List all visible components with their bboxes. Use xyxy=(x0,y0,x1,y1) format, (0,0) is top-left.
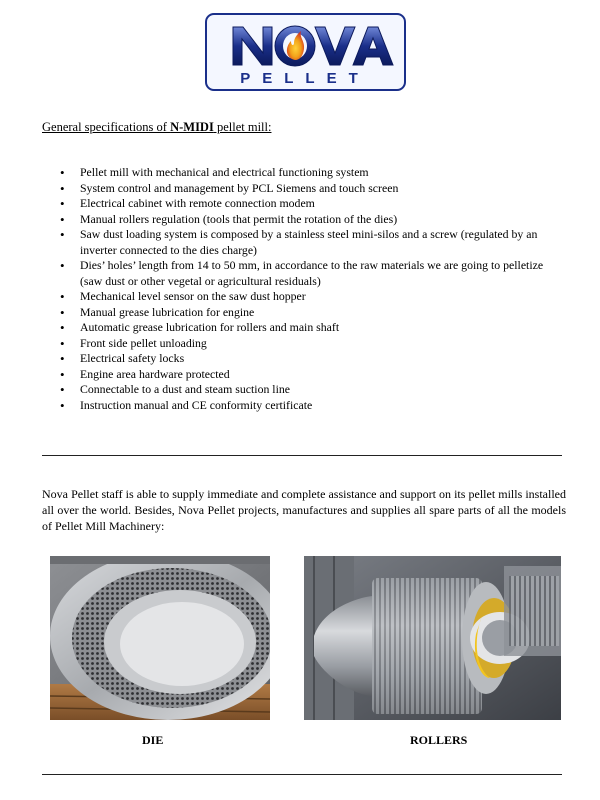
rollers-photo xyxy=(304,556,561,720)
list-item: • Instruction manual and CE conformity certificate xyxy=(42,398,567,414)
divider xyxy=(42,774,562,775)
support-paragraph: Nova Pellet staff is able to supply immediate and complete assistance and support on its pellet mills installed all over the world. Besides, Nova Pellet projects, manufactures and supplies all spare parts of all the models of Pellet Mill Machinery: xyxy=(42,487,566,533)
logo-pellet-text: PELLET xyxy=(240,70,370,87)
nova-pellet-logo xyxy=(205,13,406,91)
spec-list xyxy=(42,165,567,413)
die-photo xyxy=(50,556,270,720)
list-item: • Pellet mill with mechanical and electrical functioning system xyxy=(42,165,567,181)
heading-suffix: pellet mill: xyxy=(213,120,272,134)
list-item: • Manual rollers regulation (tools that permit the rotation of the dies) xyxy=(42,212,567,228)
list-item: • Saw dust loading system is composed by a stainless steel mini-silos and a screw (regulated by an inverter connected to the dies charge) xyxy=(42,227,567,258)
heading-prefix: General specifications of xyxy=(42,120,171,134)
list-item: • Electrical safety locks xyxy=(42,351,567,367)
rollers-caption: ROLLERS xyxy=(410,733,468,747)
list-item: • Connectable to a dust and steam suction line xyxy=(42,382,567,398)
list-item: • Electrical cabinet with remote connection modem xyxy=(42,196,567,212)
list-item: • Dies’ holes’ length from 14 to 50 mm, in accordance to the raw materials we are going to pelletize (saw dust or other vegetal or agricultural residuals) xyxy=(42,258,567,289)
list-item: • Manual grease lubrication for engine xyxy=(42,305,567,321)
heading-model: N-MIDI xyxy=(170,120,214,134)
list-item: • Front side pellet unloading xyxy=(42,336,567,352)
divider xyxy=(42,455,562,456)
list-item: • Mechanical level sensor on the saw dust hopper xyxy=(42,289,567,305)
list-item: • Automatic grease lubrication for rollers and main shaft xyxy=(42,320,567,336)
die-caption: DIE xyxy=(142,733,164,747)
list-item: • System control and management by PCL Siemens and touch screen xyxy=(42,181,567,197)
list-item: • Engine area hardware protected xyxy=(42,367,567,383)
spec-heading xyxy=(42,120,271,135)
